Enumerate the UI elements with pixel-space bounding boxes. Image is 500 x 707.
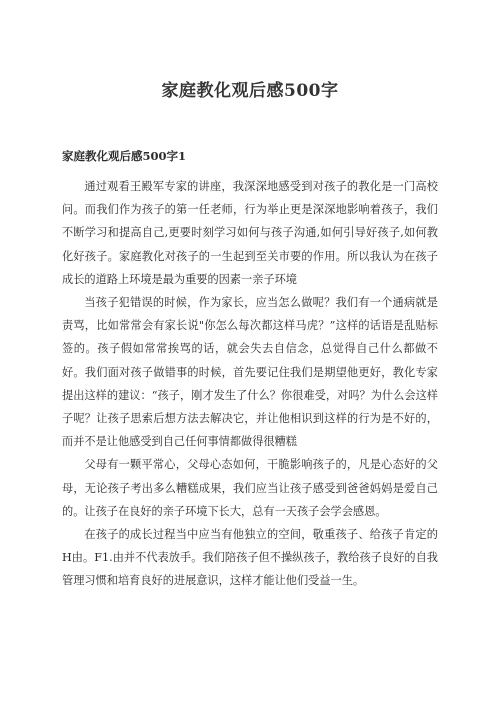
document-title: 家庭教化观后感500字 [161, 81, 339, 101]
paragraph: 在孩子的成长过程当中应当有他独立的空间，敬重孩子、给孩子肯定的H由。F1.由并不代表放手。我们陪孩子但不操纵孩子，教给孩子良好的自我管理习惯和培育良好的进展意识，这样才能让他们受益一生。 [62, 528, 438, 588]
section-heading: 家庭教化观后感500字1 [62, 149, 187, 163]
paragraph: 通过观看王殿军专家的讲座，我深深地感受到对孩子的教化是一门高校问。而我们作为孩子的第一任老师，行为举止更是深深地影响着孩子，我们不断学习和提高自己,更要时刻学习如何与孩子沟通,如何引导好孩子,如何教化好孩子。家庭教化对孩子的一生起到至关市要的作用。所以我认为在孩子成长的道路上环境是最为重要的因素一亲子环境 [62, 180, 438, 286]
paragraph: 父母有一颗平常心，父母心态如何，干脆影响孩子的，凡是心态好的父母，无论孩子考出多么糟糕成果，我们应当让孩子感受到爸爸妈妈是爱自己的。让孩子在良好的亲子环境下长大，总有一天孩子会学会感恩。 [62, 458, 438, 518]
paragraph: 当孩子犯错误的时候，作为家长，应当怎么做呢？我们有一个通病就是责骂，比如常常会有家长说"你怎么每次都这样马虎？”这样的话语是乱贴标签的。孩子假如常常挨骂的话，就会失去自信念，总觉得自己什么都做不好。我们面对孩子做错事的时候，首先要记住我们是期望他更好，教化专家提出这样的建议：“孩子，刚才发生了什么？你很难受，对吗？为什么会这样子呢？让孩子思索后想方法去解决它，并让他相识到这样的行为是不好的，而并不是让他感受到自己任何事情都做得很糟糕 [62, 296, 438, 449]
document-body [62, 175, 438, 593]
